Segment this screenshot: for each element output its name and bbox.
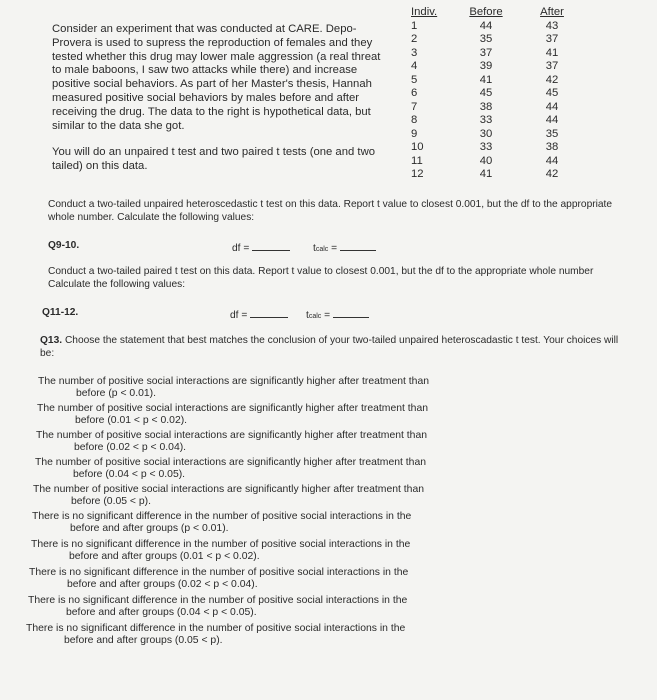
cell-indiv: 5 — [411, 73, 418, 86]
cell-before: 41 — [479, 168, 493, 180]
cell-after: 37 — [545, 33, 559, 45]
table-row — [411, 33, 583, 47]
choice-line-2: before and after groups (0.05 < p). — [64, 635, 223, 646]
q9-df — [232, 240, 290, 254]
choice-line-1: There is no significant difference in the number of positive social interactions in the — [32, 511, 412, 522]
cell-after: 43 — [545, 19, 559, 32]
choice-line-1: The number of positive social interactions are significantly higher after treatment than — [37, 403, 429, 414]
cell-after: 37 — [545, 60, 559, 72]
choice-line-2: before (0.04 < p < 0.05). — [73, 469, 186, 480]
q11-t-eq: = — [324, 310, 331, 321]
cell-indiv: 11 — [411, 154, 423, 167]
choice-line-2: before and after groups (p < 0.01). — [70, 523, 229, 534]
cell-indiv: 6 — [411, 87, 418, 99]
cell-after: 42 — [545, 73, 559, 86]
cell-after: 35 — [545, 127, 559, 140]
cell-indiv: 9 — [411, 127, 418, 140]
choice-line-1: There is no significant difference in the number of positive social interactions in the — [26, 623, 406, 634]
cell-after: 41 — [545, 46, 559, 59]
table-row — [411, 128, 583, 142]
intro-paragraph-2: You will do an unpaired t test and two paired t tests (one and two tailed) on this data. — [52, 146, 376, 173]
choice-line-2: before and after groups (0.02 < p < 0.04). — [67, 579, 258, 590]
cell-before: 45 — [479, 87, 493, 99]
cell-after: 38 — [545, 141, 559, 153]
table-row — [411, 74, 583, 88]
answer-choice[interactable] — [38, 376, 429, 400]
q11-tcalc — [306, 307, 369, 321]
q9-answer-line — [48, 240, 79, 251]
cell-after: 44 — [545, 114, 559, 126]
q11-tcalc-blank[interactable] — [333, 307, 369, 318]
cell-before: 33 — [479, 114, 493, 126]
q11-t-sub: calc — [308, 313, 322, 320]
choice-line-1: The number of positive social interactions are significantly higher after treatment than — [35, 457, 427, 468]
table-header-row — [411, 6, 583, 20]
table-row — [411, 114, 583, 128]
answer-choice[interactable] — [36, 430, 427, 454]
q9-df-label: df = — [232, 243, 250, 254]
answer-choice[interactable] — [35, 457, 426, 481]
cell-before: 41 — [479, 73, 493, 86]
q13-label: Q13. — [40, 335, 63, 346]
choice-line-1: There is no significant difference in the number of positive social interactions in the — [28, 595, 408, 606]
choice-line-1: The number of positive social interactions are significantly higher after treatment than — [33, 484, 425, 495]
cell-before: 39 — [479, 60, 493, 72]
table-row — [411, 60, 583, 74]
table-row — [411, 87, 583, 101]
choice-line-1: There is no significant difference in the number of positive social interactions in the — [29, 567, 409, 578]
q9-t-sub: calc — [315, 246, 329, 253]
header-after: After — [540, 6, 564, 18]
cell-before: 30 — [479, 127, 493, 140]
q9-t-label: t — [313, 243, 316, 254]
question-13 — [40, 335, 630, 360]
cell-indiv: 3 — [411, 46, 418, 59]
intro-paragraph-1: Consider an experiment that was conducted at CARE. Depo-Provera is used to supress the reproduction of females and they tested whether this drug may lower male aggression (a real threat to male baboons, I saw two attacks while there) and increase positive social behaviors. As part of her Master's thesis, Hannah measured positive social behaviors by males before and after receiving the drug. The data to the right is hypothetical data, but similar to the data she got. — [52, 23, 381, 132]
choice-line-2: before (0.01 < p < 0.02). — [75, 415, 188, 426]
cell-after: 45 — [545, 87, 559, 99]
answer-choice[interactable] — [29, 567, 408, 591]
cell-indiv: 8 — [411, 114, 418, 126]
table-row — [411, 155, 583, 169]
answer-choice[interactable] — [32, 511, 411, 535]
question-9-10 — [48, 199, 618, 224]
cell-after: 44 — [545, 154, 559, 167]
q9-tcalc-blank[interactable] — [340, 240, 376, 251]
q9-df-blank[interactable] — [252, 240, 290, 251]
q11-label: Q11-12. — [42, 307, 79, 318]
cell-after: 42 — [545, 168, 559, 180]
choice-line-1: The number of positive social interactions are significantly higher after treatment than — [36, 430, 428, 441]
q9-t-eq: = — [331, 243, 338, 254]
choice-line-2: before and after groups (0.04 < p < 0.05). — [66, 607, 257, 618]
q11-df-label: df = — [230, 310, 248, 321]
answer-choice[interactable] — [37, 403, 428, 427]
q9-label: Q9-10. — [48, 240, 80, 251]
cell-after: 44 — [545, 100, 559, 113]
choice-line-2: before (p < 0.01). — [76, 388, 156, 399]
answer-choice[interactable] — [26, 623, 405, 647]
cell-indiv: 12 — [411, 168, 424, 180]
cell-indiv: 2 — [411, 33, 418, 45]
table-row — [411, 141, 583, 155]
cell-before: 38 — [479, 100, 493, 113]
q11-answer-line — [42, 307, 78, 318]
cell-before: 33 — [479, 141, 493, 153]
answer-choice[interactable] — [33, 484, 424, 508]
cell-before: 35 — [479, 33, 493, 45]
answer-choice[interactable] — [31, 539, 410, 563]
experiment-description — [52, 23, 387, 174]
table-row — [411, 20, 583, 34]
q9-instruction: Conduct a two-tailed unpaired heteroscedastic t test on this data. Report t value to closest 0.001, but the df to the appropriate whole number. Calculate the following values: — [48, 199, 613, 223]
q11-df-blank[interactable] — [250, 307, 288, 318]
cell-indiv: 1 — [411, 19, 418, 32]
choice-line-1: There is no significant difference in the number of positive social interactions in the — [31, 539, 411, 550]
choice-line-2: before (0.02 < p < 0.04). — [74, 442, 187, 453]
table-row — [411, 47, 583, 61]
q9-tcalc — [313, 240, 376, 254]
answer-choice[interactable] — [28, 595, 407, 619]
choice-line-2: before and after groups (0.01 < p < 0.02). — [69, 551, 260, 562]
header-indiv: Indiv. — [411, 6, 438, 18]
cell-indiv: 7 — [411, 100, 418, 113]
table-row — [411, 168, 583, 182]
question-11-12 — [48, 266, 618, 291]
q13-text: Choose the statement that best matches the conclusion of your two-tailed unpaired heteroscadastic t test. Your choices will be: — [40, 335, 619, 359]
cell-before: 44 — [479, 19, 493, 32]
table-row — [411, 101, 583, 115]
cell-before: 40 — [479, 154, 493, 167]
cell-indiv: 10 — [411, 141, 424, 153]
header-before: Before — [469, 6, 503, 18]
cell-indiv: 4 — [411, 60, 418, 72]
choice-line-1: The number of positive social interactions are significantly higher after treatment than — [38, 376, 430, 387]
q11-instruction: Conduct a two-tailed paired t test on this data. Report t value to closest 0.001, but the df to the appropriate whole number Calculate the following values: — [48, 266, 594, 290]
data-table — [411, 6, 583, 182]
choice-line-2: before (0.05 < p). — [71, 496, 151, 507]
cell-before: 37 — [479, 46, 493, 59]
q11-t-label: t — [306, 310, 309, 321]
q11-df — [230, 307, 288, 321]
